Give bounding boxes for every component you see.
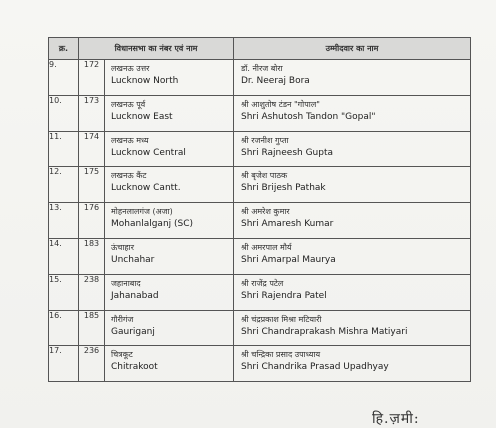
- constituency-name-hindi: मोहनलालगंज (अजा): [111, 207, 173, 217]
- candidate-table: [48, 37, 471, 382]
- row-serial-number: 15.: [49, 274, 79, 310]
- constituency-number: 185: [79, 310, 105, 346]
- candidate-name-hindi: श्री अमरपाल मौर्य: [241, 242, 292, 252]
- constituency-name-english: Chitrakoot: [111, 362, 158, 373]
- candidate-name-hindi: श्री अमरेश कुमार: [241, 207, 290, 217]
- constituency-number: 236: [79, 346, 105, 382]
- row-serial-number: 16.: [49, 310, 79, 346]
- candidate-name-english: Shri Amaresh Kumar: [241, 219, 334, 230]
- constituency-number: 183: [79, 238, 105, 274]
- constituency-number: 173: [79, 95, 105, 131]
- constituency-name-hindi: ऊंचाहार: [111, 242, 135, 252]
- row-serial-number: 13.: [49, 203, 79, 239]
- candidate-cell: [234, 238, 471, 274]
- candidate-cell: [234, 131, 471, 167]
- candidate-cell: [234, 203, 471, 239]
- constituency-cell: [105, 131, 234, 167]
- candidate-cell: [234, 60, 471, 96]
- constituency-cell: [105, 60, 234, 96]
- constituency-cell: [105, 274, 234, 310]
- candidate-name-hindi: श्री चन्द्रिका प्रसाद उपाध्याय: [241, 350, 321, 360]
- constituency-cell: [105, 310, 234, 346]
- candidate-name-english: Shri Rajneesh Gupta: [241, 147, 334, 158]
- constituency-name-hindi: गौरीगंज: [111, 314, 134, 324]
- constituency-name-hindi: लखनऊ उत्तर: [111, 64, 150, 73]
- candidate-cell: [234, 310, 471, 346]
- table-header-row: [49, 38, 471, 60]
- constituency-name-hindi: लखनऊ मध्य: [111, 135, 149, 145]
- candidate-cell: [234, 167, 471, 203]
- constituency-cell: [105, 346, 234, 382]
- candidate-name-hindi: श्री राजेंद्र पटेल: [241, 278, 284, 288]
- constituency-name-english: Lucknow East: [111, 111, 173, 122]
- table-row: [49, 60, 471, 96]
- constituency-cell: [105, 95, 234, 131]
- constituency-name-english: Lucknow Cantt.: [111, 183, 181, 194]
- constituency-name-hindi: लखनऊ कैंट: [111, 171, 147, 181]
- candidate-cell: [234, 346, 471, 382]
- constituency-cell: [105, 203, 234, 239]
- candidate-name-hindi: श्री रजनीश गुप्ता: [241, 135, 289, 145]
- candidate-name-hindi: श्री आशुतोष टंडन "गोपाल": [241, 99, 320, 109]
- row-serial-number: 9.: [49, 60, 79, 96]
- table-row: [49, 203, 471, 239]
- row-serial-number: 10.: [49, 95, 79, 131]
- constituency-number: 174: [79, 131, 105, 167]
- table-row: [49, 346, 471, 382]
- constituency-number: 176: [79, 203, 105, 239]
- table-row: [49, 167, 471, 203]
- constituency-name-english: Gauriganj: [111, 326, 155, 337]
- header-candidate: उम्मीदवार का नाम: [234, 38, 471, 60]
- constituency-name-english: Lucknow North: [111, 76, 179, 86]
- candidate-name-hindi: डॉ. नीरज बोरा: [241, 64, 283, 73]
- table-row: [49, 238, 471, 274]
- row-serial-number: 17.: [49, 346, 79, 382]
- constituency-number: 238: [79, 274, 105, 310]
- candidate-name-english: Dr. Neeraj Bora: [241, 76, 310, 86]
- table-row: [49, 274, 471, 310]
- candidate-name-english: Shri Ashutosh Tandon "Gopal": [241, 111, 376, 122]
- handwritten-signature: हि.ज़मी:: [372, 411, 420, 427]
- header-sno: क्र.: [49, 38, 79, 60]
- constituency-name-english: Unchahar: [111, 254, 155, 265]
- candidate-name-english: Shri Amarpal Maurya: [241, 254, 336, 265]
- candidate-name-hindi: श्री बृजेश पाठक: [241, 171, 288, 181]
- candidate-name-english: Shri Rajendra Patel: [241, 290, 327, 301]
- row-serial-number: 14.: [49, 238, 79, 274]
- candidate-cell: [234, 274, 471, 310]
- constituency-number: 172: [79, 60, 105, 96]
- row-serial-number: 11.: [49, 131, 79, 167]
- constituency-name-english: Mohanlalganj (SC): [111, 219, 194, 230]
- candidate-name-hindi: श्री चंद्रप्रकाश मिश्रा मटियारी: [241, 314, 322, 324]
- candidate-name-english: Shri Chandrika Prasad Upadhyay: [241, 362, 389, 373]
- candidate-cell: [234, 95, 471, 131]
- constituency-name-hindi: चित्रकूट: [111, 350, 133, 360]
- candidate-name-english: Shri Brijesh Pathak: [241, 183, 326, 194]
- row-serial-number: 12.: [49, 167, 79, 203]
- constituency-cell: [105, 167, 234, 203]
- constituency-name-english: Jahanabad: [111, 290, 159, 301]
- constituency-name-english: Lucknow Central: [111, 147, 186, 158]
- constituency-name-hindi: लखनऊ पूर्व: [111, 99, 146, 109]
- table-row: [49, 95, 471, 131]
- constituency-cell: [105, 238, 234, 274]
- constituency-name-hindi: जहानाबाद: [111, 278, 141, 288]
- constituency-number: 175: [79, 167, 105, 203]
- table-row: [49, 131, 471, 167]
- header-constituency: विधानसभा का नंबर एवं नाम: [79, 38, 234, 60]
- table-row: [49, 310, 471, 346]
- candidate-name-english: Shri Chandraprakash Mishra Matiyari: [241, 326, 408, 337]
